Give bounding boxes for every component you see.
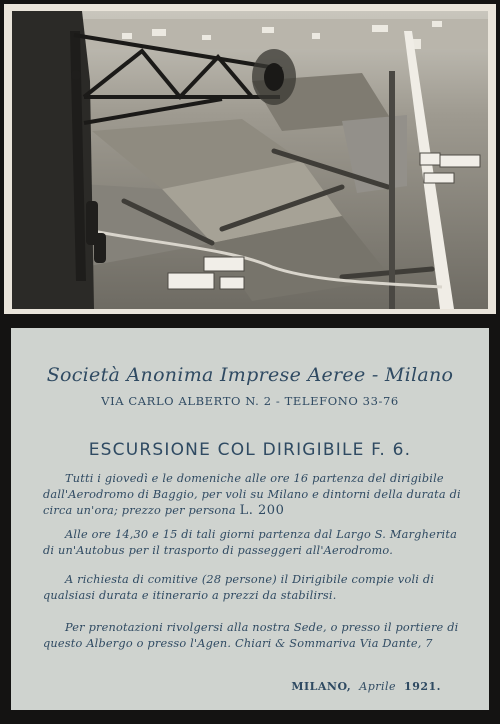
company-name: Società Anonima Imprese Aeree - Milano bbox=[46, 364, 454, 386]
place-date-signoff bbox=[291, 680, 441, 693]
aerial-photo-illustration bbox=[12, 11, 488, 309]
schedule-paragraph bbox=[43, 471, 461, 519]
booking-paragraph: Per prenotazioni rivolgersi alla nostra Sede, o presso il portiere di questo Albergo o presso l'Agen. Chiari & Sommariva Via Dante, 7 bbox=[43, 621, 459, 650]
group-paragraph: A richiesta di comitive (28 persone) il Dirigibile compie voli di qualsiasi durata e itinerario a prezzi da stabilirsi. bbox=[43, 573, 435, 602]
excursion-advert-card bbox=[11, 328, 489, 710]
photo-card bbox=[4, 4, 496, 314]
signoff-year: 1921. bbox=[404, 680, 441, 693]
excursion-headline: ESCURSIONE COL DIRIGIBILE F. 6. bbox=[88, 440, 412, 460]
signoff-month: Aprile bbox=[359, 680, 397, 693]
ticket-price: L. 200 bbox=[239, 503, 285, 518]
bus-paragraph: Alle ore 14,30 e 15 di tali giorni partenza dal Largo S. Margherita di un'Autobus per il trasporto di passeggeri all'Aerodromo. bbox=[43, 528, 458, 557]
signoff-city: MILANO, bbox=[291, 680, 352, 693]
company-address: VIA CARLO ALBERTO N. 2 - TELEFONO 33-76 bbox=[101, 394, 399, 408]
aerial-photograph bbox=[12, 11, 488, 309]
schedule-text: Tutti i giovedì e le domeniche alle ore 16 partenza del dirigibile dall'Aerodromo di Baggio, per voli su Milano e dintorni della durata di circa un'ora; prezzo per persona bbox=[43, 472, 461, 517]
